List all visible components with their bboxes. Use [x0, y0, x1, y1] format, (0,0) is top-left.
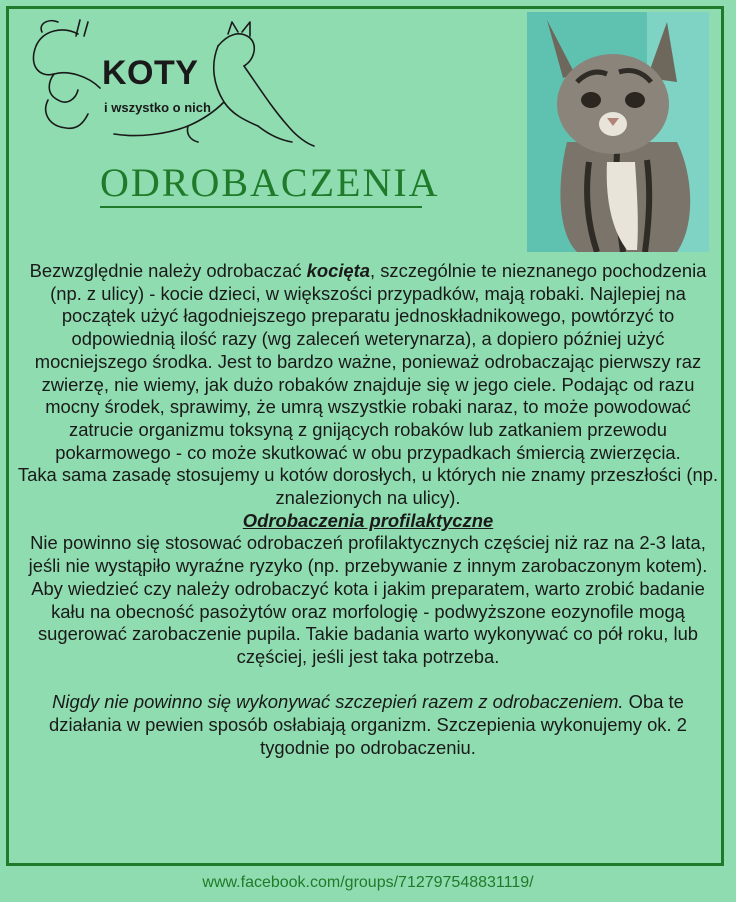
paragraph-intro: Bezwzględnie należy odrobaczać kocięta, szczególnie te nieznanego pochodzenia (np. z ulicy) - kocie dzieci, w większości przypadków, mają robaki. Najlepiej na początek użyć łagodniejszego preparatu jednoskładnikowego, powtórzyć to odpowiednią ilość razy (wg zaleceń weterynarza), a dopiero później użyć mocniejszego środka. Jest to bardzo ważne, ponieważ odrobaczając pierwszy raz zwierzę, nie wiemy, jak dużo robaków znajduje się w jego ciele. Podając od razu mocny środek, sprawimy, że umrą wszystkie robaki naraz, to może powodować zatrucie organizmu toksyną z gnijących robaków lub zatkaniem przewodu pokarmowego - co może skutkować w obu przypadkach śmiercią zwierzęcia.	[29, 260, 707, 463]
paragraph-adult-cats: Taka sama zasadę stosujemy u kotów dorosłych, u których nie znamy przeszłości (np. znalezionych na ulicy).	[17, 464, 719, 509]
logo-title: KOTY	[102, 54, 199, 92]
kitten-photo	[527, 12, 709, 252]
paragraph-tests: Aby wiedzieć czy należy odrobaczyć kota i jakim preparatem, warto zrobić badanie kału na obecność pasożytów oraz morfologię - podwyższone eozynofile mogą sugerować zarobaczenie pupila. Takie badania warto wykonywać co pół roku, lub częściej, jeśli jest taka potrzeba.	[31, 577, 705, 667]
spacer	[14, 669, 722, 692]
article-body	[14, 260, 722, 759]
paragraph-vaccination: Nigdy nie powinno się wykonywać szczepień razem z odrobaczeniem. Oba te działania w pewien sposób osłabiają organizm. Szczepienia wykonujemy ok. 2 tygodnie po odrobaczeniu.	[49, 691, 687, 758]
logo-subtitle: i wszystko o nich	[104, 100, 211, 115]
paragraph-prophylactic: Nie powinno się stosować odrobaczeń profilaktycznych częściej niż raz na 2-3 lata, jeśli nie wystąpiło wyraźne ryzyko (np. przebywanie z innym zarobaczonym kotem).	[28, 532, 708, 577]
facebook-group-link[interactable]: www.facebook.com/groups/712797548831119/	[202, 874, 534, 891]
kitten-icon	[527, 12, 709, 252]
logo	[18, 16, 318, 154]
page-title: ODROBACZENIA	[100, 160, 422, 208]
emphasis-kittens: kocięta	[306, 260, 371, 281]
section-subheading: Odrobaczenia profilaktyczne	[242, 509, 494, 531]
